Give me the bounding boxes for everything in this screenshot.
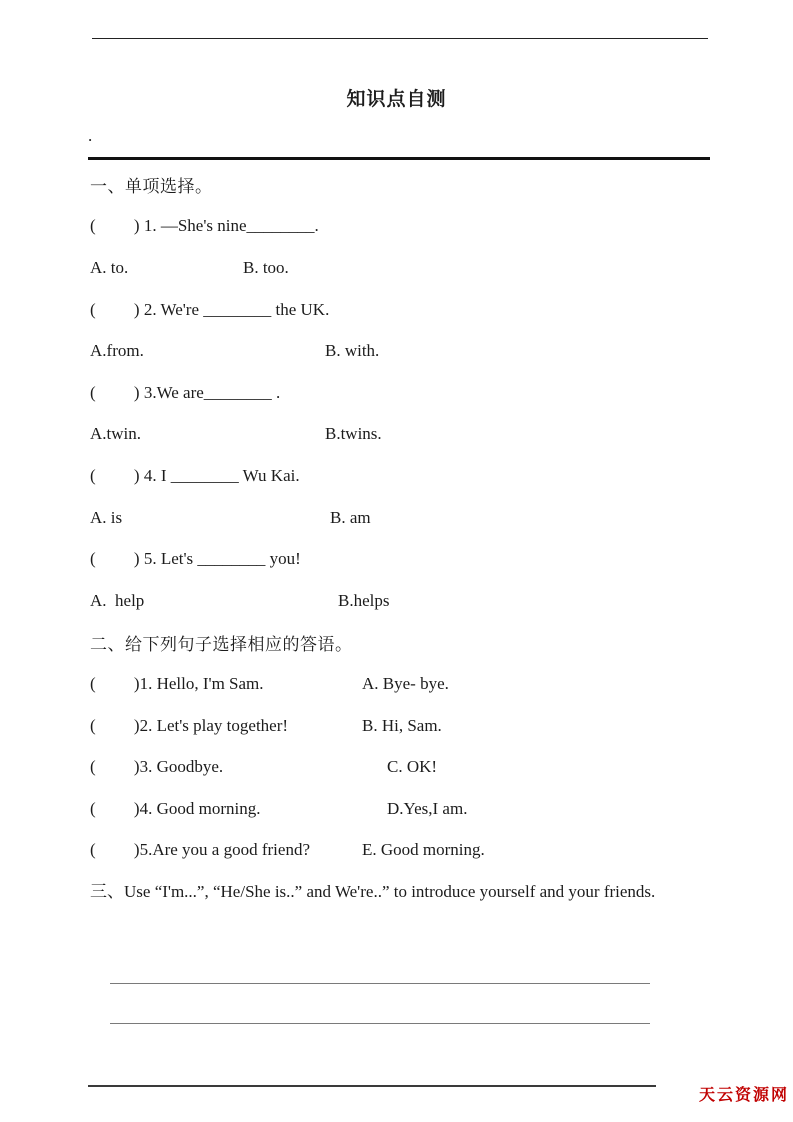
match-row [90,788,714,830]
option-a: A.from. [90,341,144,361]
match-question: ( )3. Goodbye. [90,757,224,777]
question-stem: ( ) 2. We're ________ the UK. [90,299,330,319]
options-row [90,330,714,372]
match-row [90,705,714,747]
question-stem: ( ) 5. Let's ________ you! [90,549,301,569]
question-stem: ( ) 4. I ________ Wu Kai. [90,465,300,485]
page-title: 知识点自测 [346,89,447,110]
question-stem: ( ) 1. —She's nine________. [90,216,319,236]
option-b: B.helps [338,590,390,610]
options-row [90,580,714,622]
bottom-divider-line [88,1085,656,1087]
worksheet-body [90,164,714,913]
match-answer: D.Yes,I am. [387,798,468,818]
match-question: ( )4. Good morning. [90,798,261,818]
match-answer: A. Bye- bye. [362,673,449,693]
option-b: B. with. [325,341,380,361]
option-a: A. to. [90,257,129,277]
options-row [90,497,714,539]
section2-heading: 二、给下列句子选择相应的答语。 [90,634,353,654]
match-question: ( )5.Are you a good friend? [90,840,310,860]
match-question: ( )1. Hello, I'm Sam. [90,673,264,693]
match-row [90,830,714,872]
options-row [90,414,714,456]
section1-heading: 一、单项选择。 [90,177,213,197]
option-b: B. am [330,507,371,527]
match-answer: C. OK! [387,757,438,777]
option-a: A.twin. [90,424,141,444]
answer-line [110,1023,650,1024]
answer-line [110,983,650,984]
match-answer: E. Good morning. [362,840,485,860]
question-stem: ( ) 3.We are________ . [90,382,281,402]
match-row [90,746,714,788]
top-divider-line [92,38,708,39]
option-a: A. help [90,590,145,610]
watermark: 天云资源网 [698,1085,789,1104]
section3-heading: 三、Use “I'm...”, “He/She is..” and We're..” to introduce yourself and your friends. [90,882,656,902]
option-a: A. is [90,507,123,527]
option-b: B. too. [243,257,289,277]
match-row [90,663,714,705]
match-answer: B. Hi, Sam. [362,715,442,735]
options-row [90,247,714,289]
option-b: B.twins. [325,424,382,444]
match-question: ( )2. Let's play together! [90,715,289,735]
header-thick-rule [88,157,710,160]
stray-period: . [88,126,93,145]
